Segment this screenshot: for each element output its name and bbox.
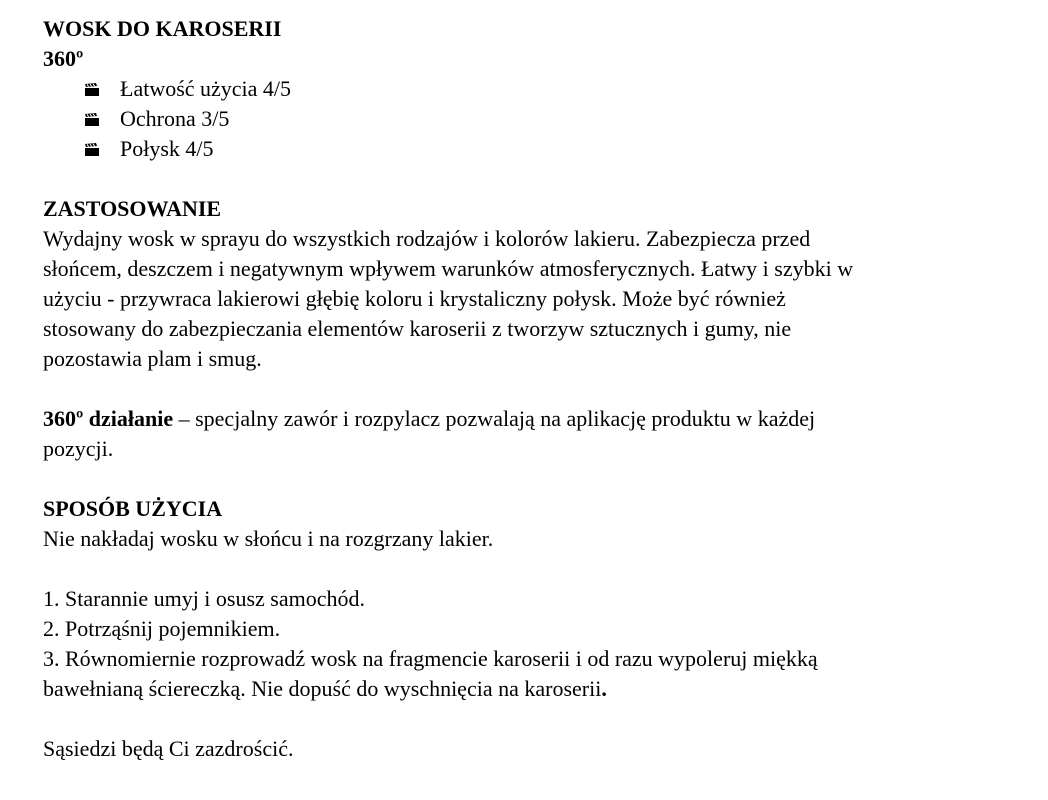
spacer — [43, 374, 1033, 404]
usage-step-continued — [43, 674, 1033, 704]
application-line: pozostawia plam i smug. — [43, 346, 262, 371]
feature-item — [84, 104, 1033, 134]
feature-item — [84, 74, 1033, 104]
feature-label: Połysk 4/5 — [120, 136, 214, 161]
application-title: ZASTOSOWANIE — [43, 196, 222, 221]
product-subtitle: 360º — [43, 46, 84, 71]
usage-warning: Nie nakładaj wosku w słońcu i na rozgrzany lakier. — [43, 526, 494, 551]
feature-360-text: – specjalny zawór i rozpylacz pozwalają na aplikację produktu w każdej — [173, 406, 816, 431]
application-line: użyciu - przywraca lakierowi głębię koloru i krystaliczny połysk. Może być również — [43, 286, 786, 311]
usage-step3-end: . — [601, 676, 607, 701]
feature-label: Ochrona 3/5 — [120, 106, 230, 131]
document-page — [43, 14, 1033, 764]
closing-line: Sąsiedzi będą Ci zazdrościć. — [43, 736, 294, 761]
usage-title: SPOSÓB UŻYCIA — [43, 496, 223, 521]
feature-label: Łatwość użycia 4/5 — [120, 76, 292, 101]
feature-360-line2: pozycji. — [43, 436, 114, 461]
application-line: Wydajny wosk w sprayu do wszystkich rodzajów i kolorów lakieru. Zabezpiecza przed — [43, 226, 811, 251]
spacer — [43, 704, 1033, 734]
feature-list — [43, 74, 1033, 164]
clapperboard-icon — [84, 143, 100, 157]
feature-360-paragraph — [43, 404, 1033, 434]
product-title: WOSK DO KAROSERII — [43, 16, 282, 41]
usage-step3-line2: bawełnianą ściereczką. Nie dopuść do wyschnięcia na karoserii — [43, 676, 602, 701]
usage-step: 3. Równomiernie rozprowadź wosk na fragmencie karoserii i od razu wypoleruj miękką — [43, 646, 818, 671]
clapperboard-icon — [84, 83, 100, 97]
application-line: stosowany do zabezpieczania elementów karoserii z tworzyw sztucznych i gumy, nie — [43, 316, 792, 341]
spacer — [43, 164, 1033, 194]
usage-step: 2. Potrząśnij pojemnikiem. — [43, 616, 281, 641]
spacer — [43, 554, 1033, 584]
usage-step: 1. Starannie umyj i osusz samochód. — [43, 586, 366, 611]
clapperboard-icon — [84, 113, 100, 127]
feature-360-label: 360º działanie — [43, 406, 174, 431]
feature-item — [84, 134, 1033, 164]
application-line: słońcem, deszczem i negatywnym wpływem warunków atmosferycznych. Łatwy i szybki w — [43, 256, 854, 281]
spacer — [43, 464, 1033, 494]
